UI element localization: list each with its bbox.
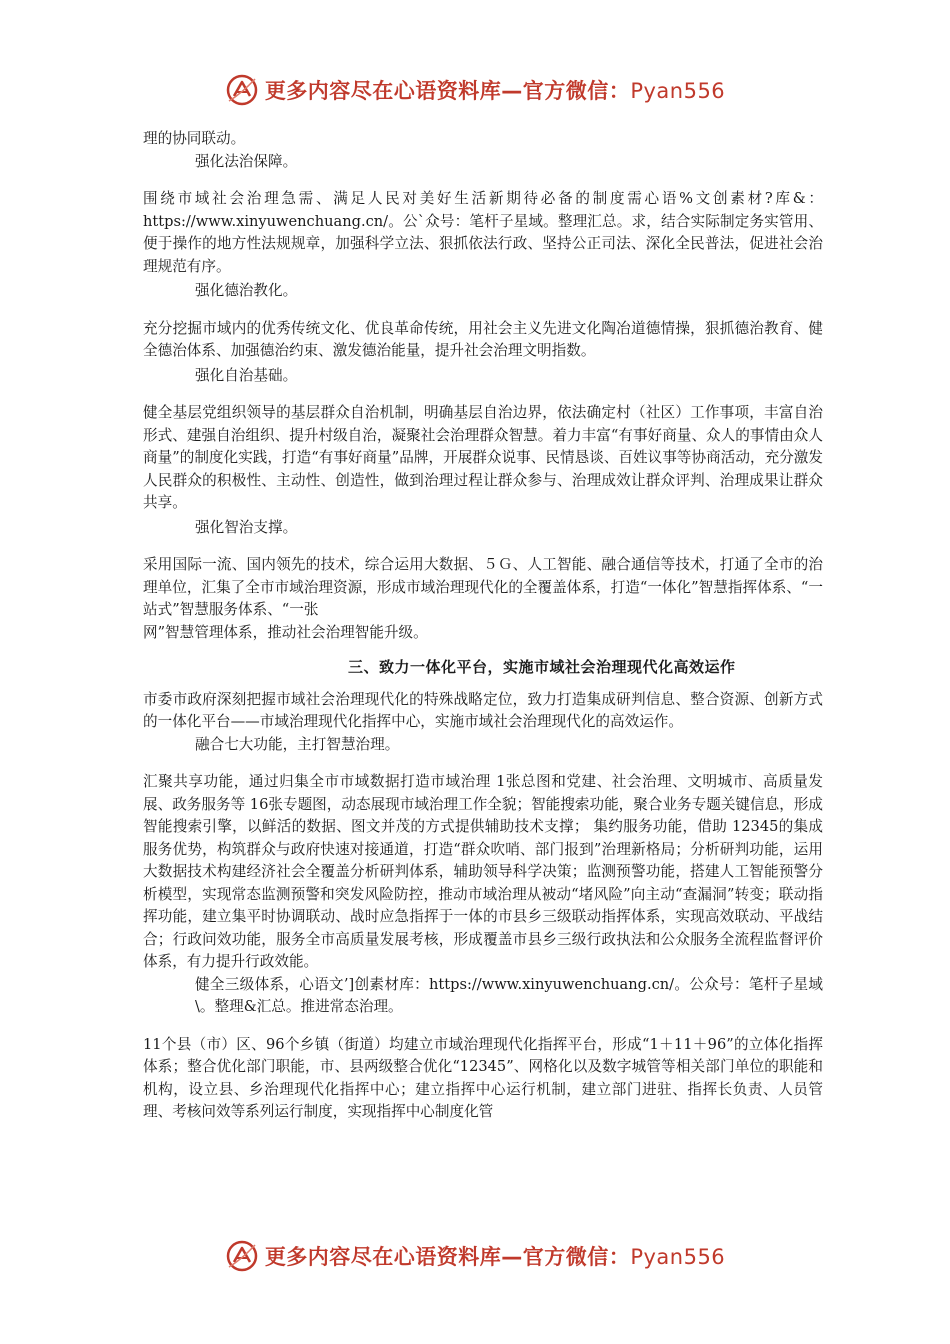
- wechat-id: Pyan556: [630, 79, 726, 103]
- subheading: 强化法治保障。: [195, 152, 298, 170]
- subheading: 融合七大功能，主打智慧治理。: [195, 735, 400, 753]
- document-body: [143, 128, 823, 1124]
- paragraph: 理的协同联动。: [143, 130, 246, 147]
- section-title: 三、致力一体化平台，实施市域社会治理现代化高效运作: [348, 658, 736, 676]
- paragraph: 汇聚共享功能，通过归集全市市域数据打造市域治理 1张总图和党建、社会治理、文明城市、高质量发展、政务服务等 16张专题图，动态展现市域治理工作全貌；智能搜索功能，聚合业务专题关键信息，形成智能搜索引擎，以鲜活的数据、图文并茂的方式提供辅助技术支撑； 集约服务功能，借助 12345的集成服务优势，构筑群众与政府快速对接通道，打造“群众吹哨、部门报到”治理新格局；分析研判功能，运用大数据技术构建经济社会全覆盖分析研判体系，辅助领导科学决策；监测预警功能，搭建人工智能预警分析模型，实现常态监测预警和突发风险防控，推动市域治理从被动“堵风险”向主动“查漏洞”转变；联动指挥功能，建立集平时协调联动、战时应急指挥于一体的市县乡三级联动指挥体系，实现高效联动、平战结合；行政问效功能，服务全市高质量发展考核，形成覆盖市县乡三级行政执法和公众服务全流程监督评价体系，有力提升行政效能。: [143, 773, 823, 970]
- watermark-text: 更多内容尽在心语资料库—官方微信：Pyan556: [264, 1245, 726, 1269]
- subheading: 强化智治支撑。: [195, 518, 298, 536]
- paragraph: 采用国际一流、国内领先的技术，综合运用大数据、５Ｇ、人工智能、融合通信等技术，打通了全市的治理单位，汇集了全市市域治理资源，形成市域治理现代化的全覆盖体系，打造“一体化”智慧指挥体系、“一站式”智慧服务体系、“一张: [143, 556, 823, 618]
- logo-icon: [225, 1239, 259, 1273]
- wechat-id: Pyan556: [630, 1245, 726, 1269]
- paragraph: 网”智慧管理体系，推动社会治理智能升级。: [143, 623, 428, 641]
- paragraph: 充分挖掘市域内的优秀传统文化、优良革命传统，用社会主义先进文化陶冶道德情操，狠抓德治教育、健全德治体系、加强德治约束、激发德治能量，提升社会治理文明指数。: [143, 319, 823, 359]
- paragraph: 围绕市域社会治理急需、满足人民对美好生活新期待必备的制度需心语%文创素材?库&：https://www.xinyuwenchuang.cn/。公`众号：笔杆子星域。整理汇总。求，结合实际制定务实管用、便于操作的地方性法规规章，加强科学立法、狠抓依法行政、坚持公正司法、深化全民普法，促进社会治理规范有序。: [143, 190, 823, 275]
- paragraph: 市委市政府深刻把握市域社会治理现代化的特殊战略定位，致力打造集成研判信息、整合资源、创新方式的一体化平台——市域治理现代化指挥中心，实施市域社会治理现代化的高效运作。: [143, 690, 823, 730]
- logo-icon: [225, 73, 259, 107]
- watermark-text: 更多内容尽在心语资料库—官方微信：Pyan556: [264, 79, 726, 103]
- paragraph: 健全基层党组织领导的基层群众自治机制，明确基层自治边界，依法确定村（社区）工作事项，丰富自治形式、建强自治组织、提升村级自治，凝聚社会治理群众智慧。着力丰富“有事好商量、众人的事情由众人商量”的制度化实践，打造“有事好商量”品牌，开展群众说事、民情恳谈、百姓议事等协商活动，充分激发人民群众的积极性、主动性、创造性，做到治理过程让群众参与、治理成效让群众评判、治理成果让群众共享。: [143, 404, 823, 511]
- paragraph: 11个县（市）区、96个乡镇（街道）均建立市域治理现代化指挥平台，形成“1＋11＋96”的立体化指挥体系；整合优化部门职能，市、县两级整合优化“12345”、网格化以及数字城管等相关部门单位的职能和机构，设立县、乡治理现代化指挥中心；建立指挥中心运行机制，建立部门进驻、指挥长负责、人员管理、考核问效等系列运行制度，实现指挥中心制度化管: [143, 1035, 823, 1120]
- subheading: 强化德治教化。: [195, 282, 298, 299]
- subheading: 强化自治基础。: [195, 366, 298, 384]
- watermark-banner-top: [0, 70, 950, 110]
- watermark-banner-bottom: [0, 1236, 950, 1276]
- subheading-note: 健全三级体系，心语文’]创素材库：https://www.xinyuwenchuang.cn/。公众号：笔杆子星域\。整理&汇总。推进常态治理。: [195, 975, 823, 1015]
